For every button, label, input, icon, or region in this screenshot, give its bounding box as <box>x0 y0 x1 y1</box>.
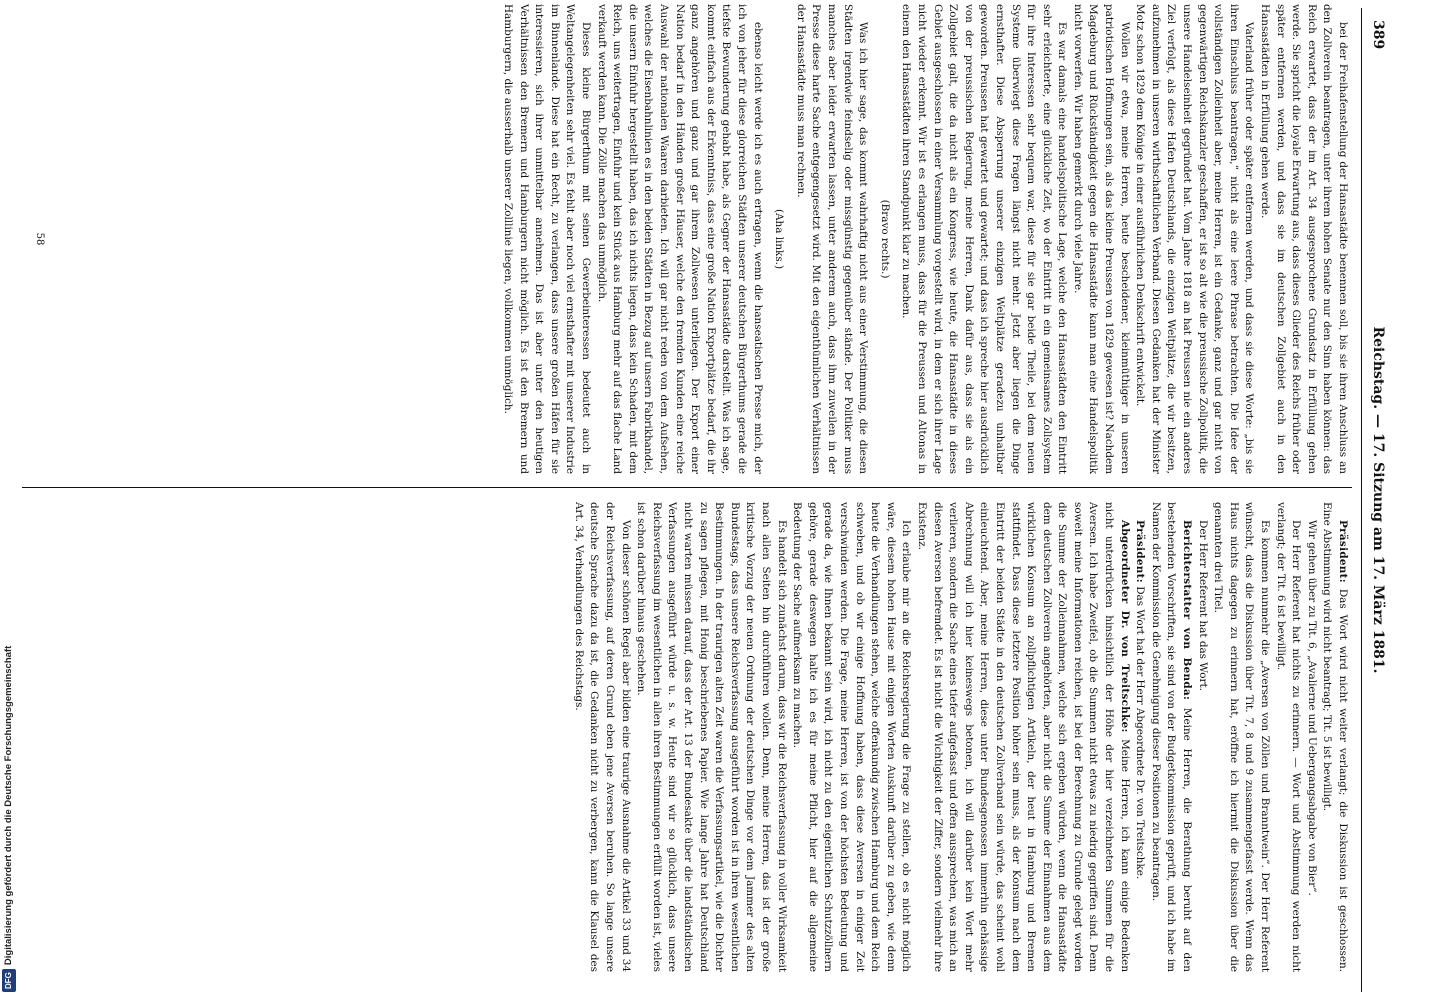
paragraph <box>1319 502 1350 972</box>
dfg-logo-icon: DFG <box>2 969 16 992</box>
paragraph <box>1210 502 1272 972</box>
paragraph-text: Ich erlaube mir an die Reichsregierung die Frage zu stellen, ob es nicht möglich wäre, diesem hohen Hause mit einigen Worten Auskunft darüber zu geben, wie denn heute die Verhandlungen stehen, welche offenkundig zwischen Hamburg und dem Reich schweben, und ob wir einige Hoffnung haben, dass diese Aversen in einiger Zeit verschwinden werden. Die Frage, meine Herren, ist von der höchsten Bedeutung und gerade da, wie Ihnen bekannt sein wird, ich nicht zu den eigentlichen Schutzzöllnern gehöre, gerade deswegen halte ich es für meine Pflicht, hier auf die allgemeine Bedeutung der Sache aufmerksam zu machen. <box>791 502 913 972</box>
paragraph-text: Vaterland früher oder später entfernen werden, und dass sie diese Worte: „bis sie ihren Einschluss beantragen,“ nicht als eine leere Phrase betrachten. Die Idee der vollständigen Zolleinheit aber, meine Herren, ist ein Gedanke, ganz und gar nicht von gegenwärtigen Reichskanzler geschaffen, er ist so alt wie die preussische Zollpolitik, die unsere Handelseinheit gegründet hat. Vom Jahre 1818 an hat Preussen nie ein anderes Ziel verfolgt, als diese Hafen Deutschlands, die einzigen Weltplätze, die wir besitzen, aufzunehmen in unseren wirthschaftlichen Verband. Diesen Gedanken hat der Minister Motz schon 1829 dem Könige in einer ausführlichen Denkschrift entwickelt. <box>1134 4 1256 474</box>
paragraph-text: (Aha links.) <box>773 208 786 270</box>
paragraph <box>789 502 914 972</box>
paragraph-text: Dieses kleine Bürgerthum mit seinen Gewerbeinteressen bedeutet auch in Weltangelegenheiten sehr viel. Es fehlt aber noch viel ernsthafter mit unserer Industrie im Binnenlande. Diese hat ein Recht, zu verlangen, dass unsere großen Häfen für sie interessieren, sich ihrer unmittelbar annehmen. Das ist aber unter den heutigen Verhältnissen den Bremern und Hamburgern nicht möglich. Es ist den Bremern und Hamburgern, die ausserhalb unserer Zolllinie liegen, vollkommen unmöglich. <box>502 4 593 474</box>
paragraph-text: Was ich hier sage, das kommt wahrhaftig nicht aus einer Verstimmung, die diesen Städten irgendwie feindselig oder missgünstig gegenüber stände. Der Politiker muss manches aber leider erwarten lassen, unter anderem auch, dass ihm zuweilen in der Presse diese harte Sache entgegengesetzt wird. Mit den eigenthümlichen Verhältnissen der Hansastädte muss man rechnen. <box>794 4 870 474</box>
paragraph <box>1256 4 1350 474</box>
page-header <box>1358 0 1386 1000</box>
speaker-name: Präsident: <box>1337 520 1349 583</box>
paragraph <box>792 4 870 474</box>
paragraph-text: Meine Herren, ich kann einige Bedenken nicht unterdrücken hinsichtlich der Höhe der hier verzeichneten Summen für die Aversen. Ich habe Zweifel, ob die Summen nicht etwas zu niedrig gegriffen sind. Denn soweit meine Informationen reichen, ist bei der Berechnung zu Grunde gelegt worden die Summe der Zolleinnahmen, welche sich ergeben würden, wenn die Hansastädte dem deutschen Zollverein angehörten, aber nicht die Summe der Einnahmen aus dem wirklichen Konsum an zollpflichtigen Artikeln, der heut in Hamburg und Bremen stattfindet. Dass diese letztere Position höher sein muss, als der Konsum nach dem Eintritt der beiden Städte in den deutschen Zollverband sein würde, das scheint wohl einleuchtend. Aber, meine Herren, diese unter Bundesgenossen immerhin gehässige Abrechnung will ich hier keineswegs betonen, ich will darüber kein Wort mehr verlieren, sondern die Sache eines tiefer aufgefasst und offen aussprechen, was mich an diesen Aversen befremdet. Es ist nicht die Wichtigkeit der Ziffer, sondern vielmehr ihre Existenz. <box>915 502 1131 972</box>
page-number: 389 <box>1370 20 1386 50</box>
column-rule <box>22 487 1352 488</box>
paragraph-text: Der Herr Referent hat das Wort. <box>1196 520 1209 691</box>
running-title: Reichstag. — 17. Sitzung am 17. März 1881. <box>1370 326 1386 674</box>
paragraph-text: bei der Freihafenstellung der Hansastädte benennen soll, bis sie ihren Anschluss an den Zollverein beantragen, unter ihrem hohen Senate nur den Sinn haben können: das Reich erwartet, dass der im Art. 34 ausgesprochene Grundsatz in Erfüllung gehen werde. Sie spricht die loyale Erwartung aus, dass dieses Glieder des Reichs früher oder später entfernen werden, und dass sie im deutschen Zollgebiet auch in den Hansastädten in Erfüllung gehen werde. <box>1259 4 1349 474</box>
left-column <box>25 4 1350 474</box>
right-column <box>25 502 1350 972</box>
paragraph <box>1194 502 1210 972</box>
paragraph <box>1303 502 1319 972</box>
paragraph <box>633 502 789 972</box>
speaker-name: Abgeordneter Dr. von Treitschke: <box>1118 520 1131 733</box>
paragraph <box>771 4 787 474</box>
paragraph-text: Wir gehen über zu Tit. 6, „Avalierne und Uebergangsabgabe von Bier“. <box>1305 520 1318 896</box>
paragraph-text: Das Wort hat der Herr Abgeordnete Dr. von Treitschke. <box>1134 586 1147 880</box>
speaker-name: Berichterstatter von Benda: <box>1181 520 1194 701</box>
paragraph <box>876 4 892 474</box>
paragraph <box>500 4 594 474</box>
header-rule <box>1361 8 1362 992</box>
paragraph <box>1069 4 1131 474</box>
signature-mark: 58 <box>33 232 45 246</box>
paragraph <box>593 4 765 474</box>
paragraph-text: Das Wort wird nicht weiter verlangt; die Diskussion ist geschlossen. Eine Abstimmung wird nicht beantragt; Tit. 5 ist bewilligt. <box>1321 502 1349 972</box>
paragraph-text: Es kommen nunmehr die „Aversen von Zöllen und Branntwein“. Der Herr Referent wünscht, dass die Diskussion über Tit. 7, 8 und 9 zusammengefasst werde. Wenn das Haus nichts dagegen zu erinnern hat, eröffne ich hiermit die Diskussion über die genannten drei Titel. <box>1212 502 1272 972</box>
paragraph <box>913 502 1131 972</box>
paragraph <box>570 502 632 972</box>
paragraph-text: Es war damals eine handelspolitische Lage, welche den Hansastädten den Eintritt sehr erleichterte, eine glückliche Zeit, wo der Eintritt in ein gemeinsames Zollsystem für ihre Interessen sehr bequem war, diese für sie gar beide Theile, bei dem neuen Systeme überwiegt diese Fragen längst nicht mehr. Jetzt aber liegen die Dinge ernsthafter. Diese Absperrung unserer einzigen Weltplätze geradezu unhaltbar geworden. Preussen hat gewartet und gewartet; und dass ich spreche hier ausdrücklich von der preussischen Regierung, meine Herren, Dank dafür aus, dass sie als ein Zollgebiet galt, die da nicht als ein Kongress, wie heute, die Hansastädte in dieses Gebiet ausgeschlossen in einer Versammlung vorgestellt wird, in dem er sich ihrer Lage nicht wieder erkennt. Wir ist es erlangen muss, dass für die Preussen und Altonas in einem den Hansastädten ihren Standpunkt klar zu machen. <box>900 4 1069 474</box>
paragraph-text: Meine Herren, die Berathung beruht auf den bestehenden Vorschriften, sie sind von der Budgetkommission geprüft, und ich habe im Namen der Kommission die Genehmigung dieser Positionen zu beantragen. <box>1149 502 1194 972</box>
credit-label: Digitalisierung gefördert durch die Deutsche Forschungsgemeinschaft <box>3 645 14 966</box>
rotated-document-page <box>12 0 1392 1000</box>
paragraph-text: (Bravo rechts.) <box>878 199 891 279</box>
paragraph <box>1147 502 1194 972</box>
paragraph <box>898 4 1070 474</box>
speaker-name: Präsident: <box>1134 520 1147 583</box>
paragraph <box>1132 4 1257 474</box>
paragraph-text: Der Herr Referent hat nichts zu erinnern. — Wort und Abstimmung werden nicht verlangt; der Tit. 6 ist bewilligt. <box>1274 502 1303 972</box>
paragraph-text: Es handelt sich zunächst darum, dass wir die Reichsverfassung in voller Wirksamkeit nach allen Seiten hin durchführen wollen. Denn, meine Herren, das ist der große kritische Vorzug der neuen Ordnung der deutschen Dinge vor dem Jammer des alten Bundestags, dass unsere Reichsverfassung ausgeführt worden ist in ihren wesentlichen Bestimmungen. In der traurigen alten Zeit waren die Verfassungsartikel, wie die Dichter zu sagen pflegen, mit Honig beschriebenes Papier. Wie lange Jahre hat Deutschland nicht warten müssen darauf, dass der Art. 13 der Bundesakte über die landständischen Verfassungen ausgeführt würde u. s. w. Heute sind wir so glücklich, dass unsere Reichsverfassung im wesentlichen in allen ihren Bestimmungen erfüllt worden ist, vieles ist schon darüber hinaus geschehen. <box>635 502 788 972</box>
paragraph-text: Wollen wir etwa, meine Herren, heute bescheidener, kleinmüthiger in unseren patriotischen Hoffnungen sein, als das kleine Preussen von 1829 gewesen ist? Nachdem Magdeburg und Rückständigkeit gegen die Hansastädte kann man eine Handelspolitik nicht vorwerfen. Wir haben gemerkt durch viele Jahre. <box>1071 4 1131 474</box>
paragraph-text: ebenso leicht werde ich es auch ertragen, wenn die hanseatischen Presse mich, der ich von jeher für diese glorreichen Städten unserer deutschen Bürgerthums gerade die tiefste Bewunderung gehabt habe, als Gegner der Hansastädte darstellt. Was ich sage, kommt einfach aus der Erkenntniss, dass eine große Nation Exportplätze bedarf, die ihr ganz angehören und ganz und gar ihrem Zollwesen unterliegen. Der Export einer Nation bedarf in den Händen großer Häuser, welche den fremden Kunden eine reiche Auswahl der nationalen Waaren darbieten. Ich will gar nicht reden von dem Aufsehen, welches die Eisenbahnlinien es in den beiden Städten in Bezug auf unsern Fabrikhandel, die unsern Einfuhr hergestellt haben, das ich nichts liegen, dass kein Schaden, mit dem Reich, uns weitertragen, Einfuhr und kein Stück aus Hamburg mehr auf das flache Land verkauft werden kann. Die Zölle machen das unmöglich. <box>595 4 764 474</box>
paragraph <box>1132 502 1148 972</box>
paragraph-text: Von dieser schönen Regel aber bilden eine traurige Ausnahme die Artikel 33 und 34 der Reichsverfassung, auf deren Grund eben jene Aversen beruhen. So lange unsere deutsche Sprache dazu da ist, die Gedanken nicht zu verbergen, kann die Klausel des Art. 34, Verhandlungen des Reichstags. <box>572 502 632 972</box>
paragraph <box>1272 502 1303 972</box>
